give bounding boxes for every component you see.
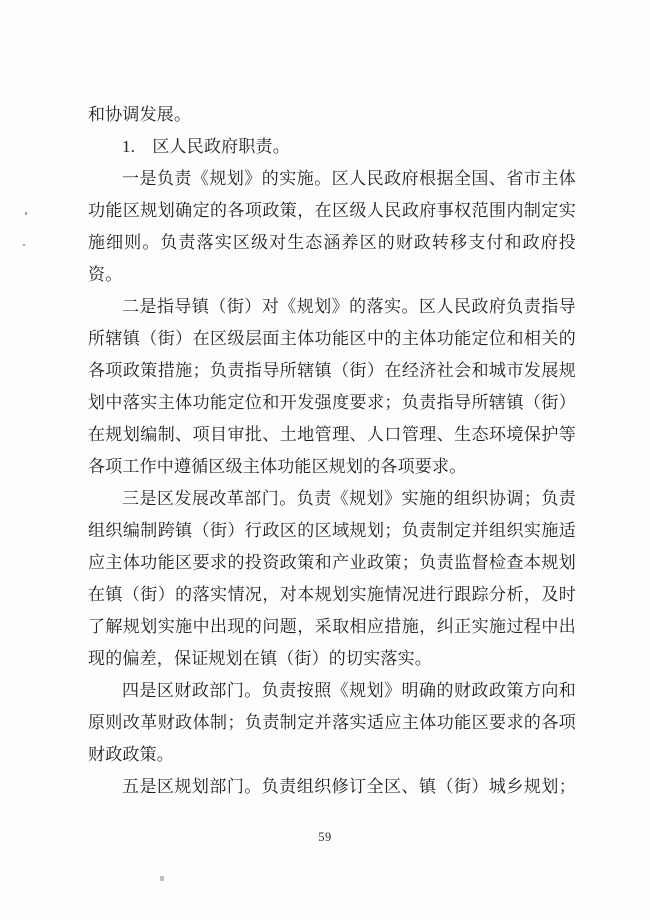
scan-speck [23, 244, 25, 246]
text-line: 功能区规划确定的各项政策，在区级人民政府事权范围内制定实 [88, 201, 576, 220]
text-line: 各项工作中遵循区级主体功能区规划的各项要求。 [88, 457, 467, 476]
text-line: 三是区发展改革部门。负责《规划》实施的组织协调；负责 [122, 489, 576, 508]
text-line: 所辖镇（街）在区级层面主体功能区中的主体功能定位和相关的 [88, 329, 576, 348]
text-line: 各项政策措施；负责指导所辖镇（街）在经济社会和城市发展规 [88, 361, 576, 380]
text-line: 在镇（街）的落实情况，对本规划实施情况进行跟踪分析，及时 [88, 585, 576, 604]
text-line: 了解规划实施中出现的问题，采取相应措施，纠正实施过程中出 [88, 617, 576, 636]
text-line: 五是区规划部门。负责组织修订全区、镇（街）城乡规划； [122, 777, 576, 796]
text-line: 原则改革财政体制；负责制定并落实适应主体功能区要求的各项 [88, 713, 576, 732]
text-line: 和协调发展。 [88, 105, 192, 124]
text-line: 组织编制跨镇（街）行政区的区域规划；负责制定并组织实施适 [88, 521, 576, 540]
text-line: 现的偏差，保证规划在镇（街）的切实落实。 [88, 649, 432, 668]
text-line: 资。 [88, 265, 123, 284]
text-line: 四是区财政部门。负责按照《规划》明确的财政政策方向和 [122, 681, 576, 700]
text-line: 一是负责《规划》的实施。区人民政府根据全国、省市主体 [122, 169, 576, 188]
text-line: 施细则。负责落实区级对生态涵养区的财政转移支付和政府投 [88, 233, 576, 252]
text-line: 应主体功能区要求的投资政策和产业政策；负责监督检查本规划 [88, 553, 576, 572]
text-line: 二是指导镇（街）对《规划》的落实。区人民政府负责指导 [122, 297, 576, 316]
document-body-text [88, 99, 576, 803]
text-line: 划中落实主体功能定位和开发强度要求；负责指导所辖镇（街） [88, 393, 576, 412]
text-line: 在规划编制、项目审批、土地管理、人口管理、生态环境保护等 [88, 425, 576, 444]
scan-speck [25, 212, 27, 215]
text-line: 1. 区人民政府职责。 [122, 137, 290, 156]
text-line: 财政政策。 [88, 745, 174, 764]
page-number: 59 [318, 830, 332, 844]
scan-speck [160, 876, 164, 881]
